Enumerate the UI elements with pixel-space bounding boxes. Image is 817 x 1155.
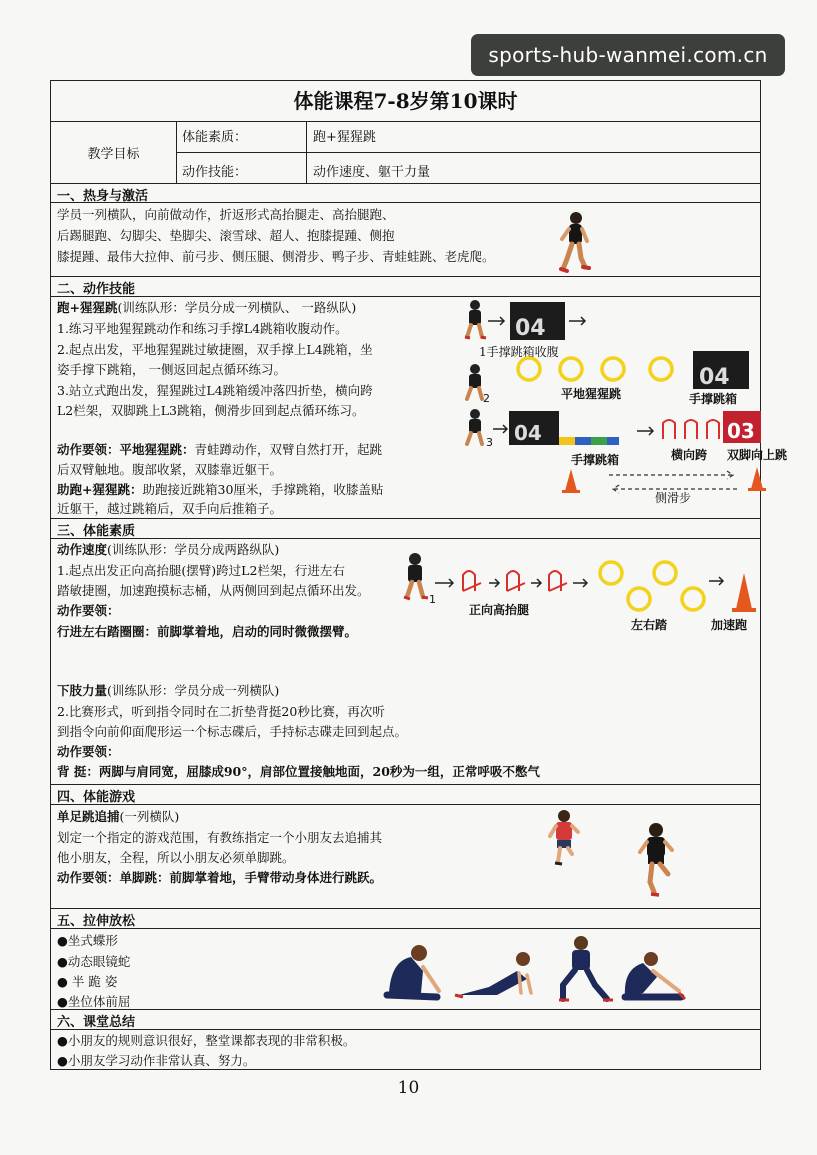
game-heading: 四、体能游戏 — [57, 790, 136, 805]
lower-line-2: 到指令向前仰面爬形运一个标志碟后，手持标志碟走回到起点。 — [57, 724, 408, 739]
speed-requirement-line — [57, 622, 357, 642]
skills-step-2b: 姿手撑下跳箱， 一侧返回起点循环练习。 — [57, 362, 286, 377]
arrow-icon — [435, 579, 453, 587]
skills-requirement-text: 青蛙蹲动作，双臂自然打开，起跳 — [194, 442, 383, 457]
child-figure-cobra — [455, 952, 531, 997]
speed-diagram-label-2: 左右踏 — [631, 618, 668, 632]
folding-mat — [559, 437, 619, 445]
objective-value-2: 动作速度、躯干力量 — [313, 165, 431, 180]
summary-heading: 六、课堂总结 — [57, 1015, 136, 1030]
skills-step-3a: 3.站立式跑出发，猩猩跳过L4跳箱缓冲落四折垫，横向跨 — [57, 383, 373, 398]
speed-diagram-number: 1 — [429, 593, 436, 606]
diagram-label-2a: 平地猩猩跳 — [561, 387, 622, 401]
child-figure-hop-2 — [640, 823, 672, 895]
agility-ring — [682, 588, 704, 610]
hurdle — [685, 420, 697, 439]
warmup-line-1: 学员一列横队，向前做动作，折返形式高抬腿走、高抬腿跑、 — [57, 207, 395, 222]
speed-requirement-label: 动作要领： — [57, 603, 120, 618]
stretch-figures — [381, 933, 686, 1008]
game-requirement-bold: 动作要领：单脚跳： — [57, 870, 170, 885]
diagram-label-3b: 横向跨 — [671, 448, 708, 462]
game-requirement — [57, 868, 382, 888]
skills-subtitle-bold: 跑+猩猩跳 — [57, 300, 118, 315]
stretch-item-4: ●坐位体前屈 — [57, 994, 131, 1009]
hurdle — [549, 571, 567, 591]
agility-ring — [650, 358, 672, 380]
hurdle — [663, 420, 675, 439]
page-title: 体能课程7-8岁第10课时 — [51, 81, 760, 122]
speed-requirement-line-text: 行进左右踏圈圈：前脚掌着地，启动的同时微微摆臂。 — [57, 624, 358, 639]
watermark: sports-hub-wanmei.com.cn — [471, 34, 785, 76]
warmup-heading: 一、热身与激活 — [57, 189, 149, 204]
speed-diagram-label-1: 正向高抬腿 — [469, 603, 530, 617]
runner-figure — [559, 211, 589, 273]
skills-step-2a: 2.起点出发，平地猩猩跳过敏捷圈，双手撑上L4跳箱，坐 — [57, 342, 373, 357]
speed-line-2: 踏敏捷圈，加速跑摸标志桶，从两侧回到起点循环出发。 — [57, 583, 370, 598]
stretch-item-1: ●坐式蝶形 — [57, 933, 118, 948]
summary-item-1: ●小朋友的规则意识很好，整堂课都表现的非常积极。 — [57, 1033, 356, 1048]
child-figure-sit-reach — [625, 952, 685, 999]
hurdle — [507, 571, 525, 591]
page-number: 10 — [397, 1078, 420, 1098]
skills-heading: 二、动作技能 — [57, 282, 136, 297]
arrow-icon — [488, 317, 504, 325]
speed-title-bold: 动作速度 — [57, 542, 108, 557]
lower-title-bold: 下肢力量 — [57, 683, 108, 698]
skills-subtitle — [57, 298, 356, 318]
child-figure-2 — [467, 364, 482, 399]
diagram-label-3c: 双脚向上跳 — [727, 448, 788, 462]
skills-help-text: 助跑接近跳箱30厘米，手撑跳箱，收膝盖贴 — [142, 482, 384, 497]
skills-subtitle-rest: (训练队形：学员分成一列横队、 一路纵队) — [117, 300, 357, 315]
jump-box-1-number: 04 — [515, 316, 546, 341]
diagram-label-1: 1手撑跳箱收腹 — [479, 345, 559, 359]
hurdle — [707, 420, 719, 439]
game-requirement-text: 前脚掌着地，手臂带动身体进行跳跃。 — [169, 870, 383, 885]
stretch-item-3: ● 半 跪 姿 — [57, 974, 118, 989]
stretch-item-2: ●动态眼镜蛇 — [57, 954, 131, 969]
game-title-bold: 单足跳追捕 — [57, 809, 120, 824]
objectives-label: 教学目标 — [87, 147, 140, 162]
game-line-2: 他小朋友，全程，所以小朋友必须单脚跳。 — [57, 850, 295, 865]
jump-box-3-number: 04 — [514, 421, 542, 445]
child-figure-1 — [465, 300, 486, 338]
diagram-label-3d: 侧滑步 — [655, 491, 692, 505]
arrow-icon — [709, 577, 723, 585]
skills-requirement-2: 后双臂触地。腹部收紧，双膝靠近躯干。 — [57, 462, 283, 477]
diagram-number-3: 3 — [486, 436, 493, 449]
agility-ring — [518, 358, 540, 380]
game-line-1: 划定一个指定的游戏范围，有教练指定一个小朋友去追捕其 — [57, 830, 383, 845]
speed-title — [57, 540, 279, 560]
speed-diagram-label-3: 加速跑 — [711, 618, 748, 632]
skills-help-bold: 助跑+猩猩跳： — [57, 482, 143, 497]
speed-diagram — [401, 551, 761, 636]
hopping-children — [546, 808, 686, 903]
skills-help-1 — [57, 480, 383, 500]
objective-key-1: 体能素质： — [182, 130, 248, 145]
diagram-label-3a: 手撑跳箱 — [571, 453, 620, 467]
jump-box-4-number: 03 — [727, 419, 755, 443]
skills-step-3b: L2栏架，双脚跳上L3跳箱，侧滑步回到起点循环练习。 — [57, 403, 365, 418]
lower-title — [57, 681, 279, 701]
summary-item-2: ●小朋友学习动作非常认真、努力。 — [57, 1053, 256, 1068]
skills-requirement-bold: 动作要领：平地猩猩跳： — [57, 442, 195, 457]
cone — [736, 573, 752, 609]
child-figure-speed — [404, 553, 428, 599]
skills-help-2: 近躯干，越过跳箱后，双手向后推箱子。 — [57, 501, 283, 516]
agility-ring — [600, 562, 622, 584]
hurdle — [463, 571, 481, 591]
diagram-number-2: 2 — [483, 392, 490, 405]
warmup-line-3: 膝提踵、最伟大拉伸、前弓步、侧压腿、侧滑步、鸭子步、青蛙蛙跳、老虎爬。 — [57, 249, 495, 264]
agility-ring — [654, 562, 676, 584]
lower-line-1: 2.比赛形式，听到指令同时在二折垫背挺20秒比赛，再次听 — [57, 704, 385, 719]
speed-title-rest: (训练队形：学员分成两路纵队) — [107, 542, 280, 557]
agility-ring — [628, 588, 650, 610]
fitness-heading: 三、体能素质 — [57, 524, 136, 539]
arrow-icon — [637, 427, 653, 435]
stretch-heading: 五、拉伸放松 — [57, 914, 136, 929]
child-figure-hop-1 — [550, 810, 578, 864]
game-title — [57, 807, 179, 827]
arrow-icon — [493, 425, 507, 433]
cone — [565, 469, 577, 491]
agility-ring — [602, 358, 624, 380]
lower-requirement-line: 背 挺：两脚与肩同宽，屈膝成90°，肩部位置接触地面，20秒为一组，正常呼吸不憋气 — [57, 764, 540, 779]
child-figure-half-kneel — [559, 936, 613, 1000]
jump-box-2-number: 04 — [699, 365, 730, 390]
warmup-line-2: 后踢腿跑、勾脚尖、垫脚尖、滚雪球、超人、抱膝提踵、侧抱 — [57, 228, 395, 243]
speed-line-1: 1.起点出发正向高抬腿(摆臂)跨过L2栏架，行进左右 — [57, 563, 345, 578]
skills-diagram — [461, 299, 788, 517]
skills-step-1: 1.练习平地猩猩跳动作和练习手撑L4跳箱收腹动作。 — [57, 321, 348, 336]
dashed-arrow-icon — [609, 471, 733, 479]
cone — [751, 467, 763, 489]
objective-key-2: 动作技能： — [182, 165, 248, 180]
diagram-label-2b: 手撑跳箱 — [689, 392, 738, 406]
lower-requirement-label: 动作要领： — [57, 744, 120, 759]
child-figure-3 — [467, 409, 482, 444]
game-title-rest: (一列横队) — [119, 809, 180, 824]
child-figure-butterfly — [387, 945, 439, 997]
arrow-icon — [569, 317, 585, 325]
lesson-plan-table — [50, 80, 788, 1070]
objective-value-1: 跑+猩猩跳 — [313, 130, 376, 145]
skills-requirement-1 — [57, 440, 382, 460]
agility-ring — [560, 358, 582, 380]
lower-title-rest: (训练队形：学员分成一列横队) — [107, 683, 280, 698]
